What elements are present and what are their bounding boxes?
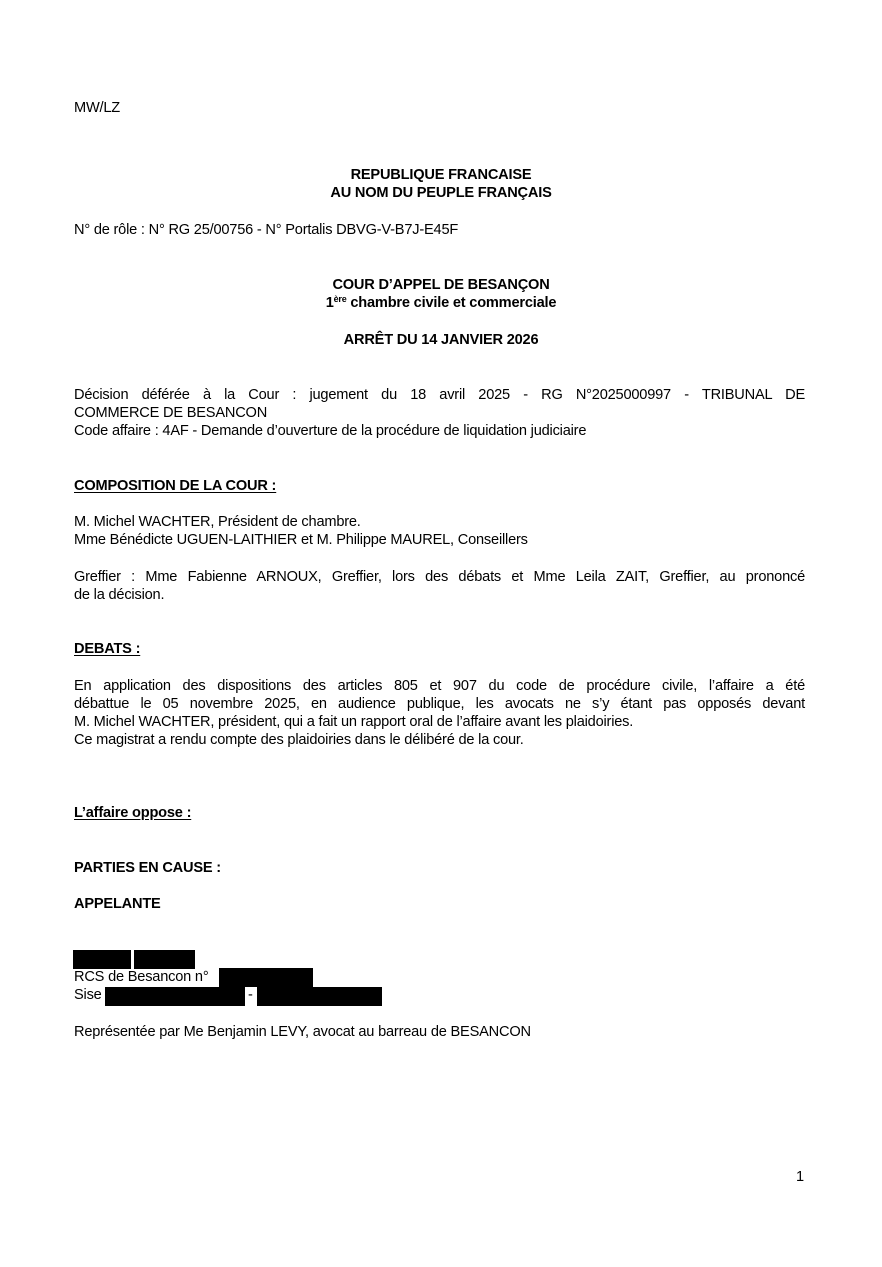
republic-heading-line2: AU NOM DU PEUPLE FRANÇAIS <box>330 185 552 201</box>
chamber-name <box>0 294 882 312</box>
author-initials: MW/LZ <box>74 100 121 116</box>
redaction-box-address-2 <box>257 987 382 1006</box>
judgment-title: ARRÊT DU 14 JANVIER 2026 <box>343 332 539 348</box>
debates-line-3: M. Michel WACHTER, président, qui a fait un rapport oral de l’affaire avant les plaidoiries. <box>74 714 634 730</box>
composition-heading: COMPOSITION DE LA COUR : <box>74 478 277 494</box>
affair-opposes-heading: L’affaire oppose : <box>74 805 192 821</box>
page-number: 1 <box>796 1169 804 1185</box>
sise-label: Sise <box>74 987 102 1003</box>
composition-president: M. Michel WACHTER, Président de chambre. <box>74 514 361 530</box>
appellant-heading: APPELANTE <box>74 896 161 912</box>
redaction-box-address-1 <box>105 987 245 1006</box>
chamber-label: chambre civile et commerciale <box>346 295 557 311</box>
chamber-ordinal: 1 <box>325 295 334 311</box>
redaction-box-party-name-2 <box>134 950 195 969</box>
chamber-ordinal-suffix: ère <box>333 294 347 304</box>
decision-line-2: COMMERCE DE BESANCON <box>74 405 268 421</box>
decision-line-1: Décision déférée à la Cour : jugement du 18 avril 2025 - RG N°2025000997 - TRIBUNAL DE <box>74 387 805 403</box>
composition-counsellors: Mme Bénédicte UGUEN-LAITHIER et M. Philippe MAUREL, Conseillers <box>74 532 528 548</box>
republic-heading-line1: REPUBLIQUE FRANCAISE <box>350 167 532 183</box>
debates-line-1: En application des dispositions des articles 805 et 907 du code de procédure civile, l’affaire a été <box>74 678 805 694</box>
debates-line-4: Ce magistrat a rendu compte des plaidoiries dans le délibéré de la cour. <box>74 732 524 748</box>
representation: Représentée par Me Benjamin LEVY, avocat au barreau de BESANCON <box>74 1024 531 1040</box>
redaction-box-party-name-1 <box>73 950 131 969</box>
debates-heading: DEBATS : <box>74 641 141 657</box>
court-name: COUR D’APPEL DE BESANÇON <box>332 277 550 293</box>
redaction-box-rcs-number <box>219 968 313 987</box>
rcs-label: RCS de Besancon n° <box>74 969 209 985</box>
debates-line-2: débattue le 05 novembre 2025, en audience publique, les avocats ne s’y étant pas opposés devant <box>74 696 805 712</box>
role-number: N° de rôle : N° RG 25/00756 - N° Portalis DBVG-V-B7J-E45F <box>74 222 459 238</box>
address-separator: - <box>248 987 253 1003</box>
composition-clerk-line-1: Greffier : Mme Fabienne ARNOUX, Greffier, lors des débats et Mme Leila ZAIT, Greffier, au prononcé <box>74 569 805 585</box>
parties-heading: PARTIES EN CAUSE : <box>74 860 221 876</box>
composition-clerk-line-2: de la décision. <box>74 587 165 603</box>
case-code: Code affaire : 4AF - Demande d’ouverture de la procédure de liquidation judiciaire <box>74 423 587 439</box>
